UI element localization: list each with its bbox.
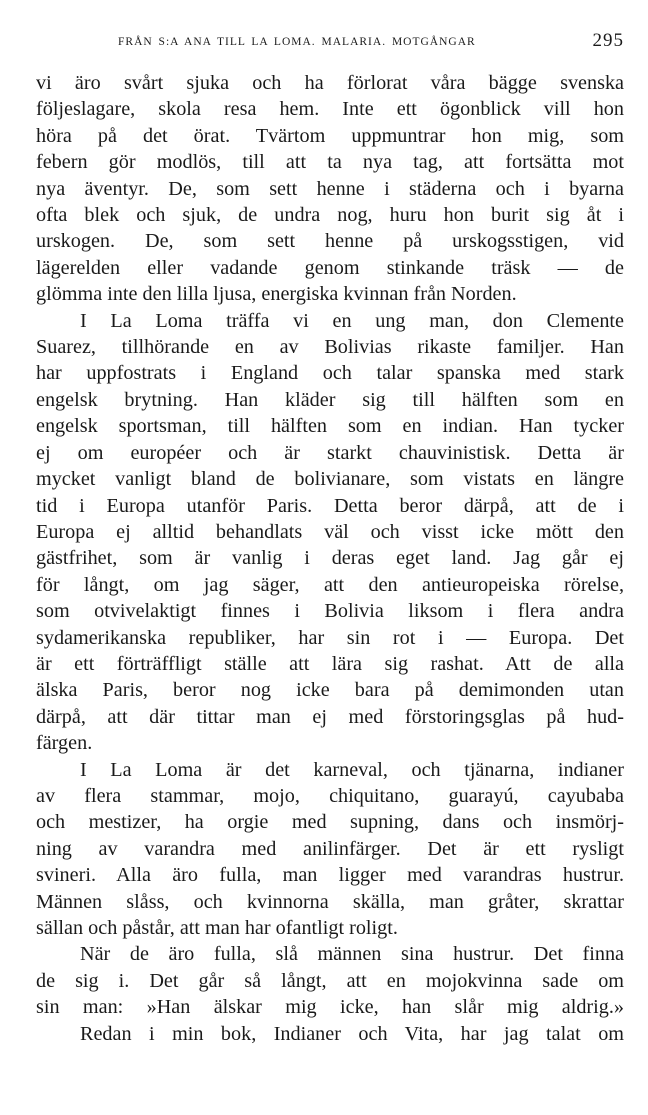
text-line: gästfrihet, som är vanlig i deras eget land. Jag går ej <box>36 547 624 570</box>
text-line: ej om européer och är starkt chauvinistisk. Detta är <box>36 441 624 464</box>
text-line: som otvivelaktigt finnes i Bolivia liksom i flera andra <box>36 600 624 623</box>
text-line: älska Paris, beror nog icke bara på demimonden utan <box>36 679 624 702</box>
text-line: glömma inte den lilla ljusa, energiska kvinnan från Norden. <box>36 283 517 306</box>
text-line: färgen. <box>36 732 93 755</box>
text-line: följeslagare, skola resa hem. Inte ett ögonblick vill hon <box>36 98 624 121</box>
text-line: engelsk sportsman, till hälften som en indian. Han tycker <box>36 415 624 438</box>
text-line: ofta blek och sjuk, de undra nog, huru hon burit sig åt i <box>36 204 624 227</box>
text-line: nya äventyr. De, som sett henne i städerna och i byarna <box>36 177 624 200</box>
text-line: lägerelden eller vadande genom stinkande träsk — de <box>36 256 624 279</box>
page-number: 295 <box>592 30 624 51</box>
body-text <box>36 70 624 1047</box>
text-line: Männen slåss, och kvinnorna skälla, man gråter, skrattar <box>36 890 624 913</box>
text-line: därpå, att där tittar man ej med förstoringsglas på hud- <box>36 705 624 728</box>
text-line: har uppfostrats i England och talar spanska med stark <box>36 362 624 385</box>
text-line: urskogen. De, som sett henne på urskogsstigen, vid <box>36 230 624 253</box>
text-line: tid i Europa utanför Paris. Detta beror därpå, att de i <box>36 494 624 517</box>
text-line: febern gör modlös, till att ta nya tag, att fortsätta mot <box>36 151 624 174</box>
running-head <box>36 30 624 56</box>
text-line: höra på det örat. Tvärtom uppmuntrar hon mig, som <box>36 124 624 147</box>
text-line: sin man: »Han älskar mig icke, han slår mig aldrig.» <box>36 996 624 1019</box>
text-line: svineri. Alla äro fulla, man ligger med varandras hustrur. <box>36 864 624 887</box>
text-line: Suarez, tillhörande en av Bolivias rikaste familjer. Han <box>36 336 624 359</box>
text-line: sällan och påstår, att man har ofantligt roligt. <box>36 917 398 939</box>
running-head-title: FRÅN S:A ANA TILL LA LOMA. MALARIA. MOTGÅNGAR <box>118 36 476 48</box>
text-line: vi äro svårt sjuka och ha förlorat våra bägge svenska <box>36 72 624 94</box>
text-line: är ett förträffligt ställe att lära sig rashat. Att de alla <box>36 652 624 675</box>
text-line: I La Loma träffa vi en ung man, don Clemente <box>80 309 624 332</box>
text-line: I La Loma är det karneval, och tjänarna, indianer <box>80 758 624 781</box>
book-page <box>36 30 624 1047</box>
text-line: engelsk brytning. Han kläder sig till hälften som en <box>36 388 624 411</box>
text-line: och mestizer, ha orgie med supning, dans och insmörj- <box>36 811 624 834</box>
text-line: av flera stammar, mojo, chiquitano, guarayú, cayubaba <box>36 784 624 807</box>
text-line: Redan i min bok, Indianer och Vita, har jag talat om <box>80 1022 624 1045</box>
text-line: de sig i. Det går så långt, att en mojokvinna sade om <box>36 969 624 992</box>
text-line: Europa ej alltid behandlats väl och visst icke mött den <box>36 520 624 543</box>
text-line: för långt, om jag säger, att den antieuropeiska rörelse, <box>36 573 624 596</box>
text-line: mycket vanligt bland de bolivianare, som vistats en längre <box>36 468 624 491</box>
text-line: ning av varandra med anilinfärger. Det är ett rysligt <box>36 837 624 860</box>
text-line: När de äro fulla, slå männen sina hustrur. Det finna <box>80 943 624 966</box>
text-line: sydamerikanska republiker, har sin rot i — Europa. Det <box>36 626 624 649</box>
